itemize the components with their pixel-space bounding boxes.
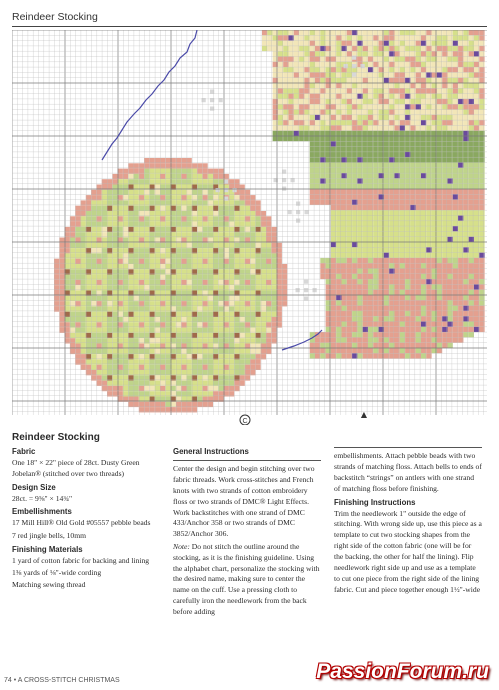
header-rule <box>12 26 487 27</box>
finishing-column <box>334 433 482 597</box>
snowflake-stitch <box>224 196 228 200</box>
snowflake-stitch <box>288 210 292 214</box>
general-instructions-heading: General Instructions <box>173 447 249 456</box>
snowflake-stitch <box>360 64 364 68</box>
finishing-materials-heading: Finishing Materials <box>12 544 83 554</box>
fabric-text: One 18" × 22" piece of 28ct. Dusty Green Jobelan® (stitched over two threads) <box>12 457 140 478</box>
snowflake-stitch <box>210 90 214 94</box>
finishing-instructions-heading: Finishing Instructions <box>334 497 416 507</box>
snowflake-stitch <box>290 178 294 182</box>
design-size-text: 28ct. = 9⅝" × 14¾" <box>12 493 73 503</box>
snowflake-stitch <box>304 210 308 214</box>
snowflake-stitch <box>304 280 308 284</box>
snowflake-stitch <box>352 56 356 60</box>
svg-text:C: C <box>242 418 248 425</box>
snowflake-stitch <box>202 98 206 102</box>
snowflake-stitch <box>210 106 214 110</box>
snowflake-stitch <box>304 288 308 292</box>
snowflake-stitch <box>282 186 286 190</box>
project-title: Reindeer Stocking <box>12 432 100 443</box>
snowflake-stitch <box>344 64 348 68</box>
materials-line: 1⅜ yards of ⅛"-wide cording <box>12 567 102 577</box>
embellishment-instructions-text: embellishments. Attach pebble beads with two strands of matching floss. Attach bells to ends of backstitch “strings” on antlers with one strand of matching floss before finishing. <box>334 451 482 493</box>
general-instructions-text: Center the design and begin stitching over two fabric threads. Work cross-stitches and French knots with two strands of cotton embroidery floss or two strands of DMC® Light Effects. Work backstitches with one strand of DMC 433/Anchor 358 or two strands of DMC 3852/Anchor 306. <box>173 463 315 539</box>
embellishments-line: 17 Mill Hill® Old Gold #05557 pebble beads <box>12 518 151 528</box>
watermark-logo: PassionForum.ru <box>316 660 489 683</box>
snowflake-stitch <box>210 98 214 102</box>
snowflake-stitch <box>216 188 220 192</box>
column-rule <box>334 447 482 448</box>
note-paragraph <box>173 542 321 618</box>
snowflake-stitch <box>352 64 356 68</box>
materials-line: Matching sewing thread <box>12 580 86 590</box>
materials-column <box>12 433 162 593</box>
page-header-title: Reindeer Stocking <box>12 11 98 23</box>
note-text: Do not stitch the outline around the stocking, as it is the finishing guideline. Using the alphabet chart, personalize the stocking with the desired name, making sure to center the name on the cuff. Use a pressing cloth to carefully iron the needlework from the back before adding <box>173 541 320 617</box>
embellishments-line: 7 red jingle bells, 10mm <box>12 530 87 540</box>
materials-line: 1 yard of cotton fabric for backing and lining <box>12 555 150 565</box>
design-size-heading: Design Size <box>12 482 56 492</box>
embellishments-heading: Embellishments <box>12 507 72 517</box>
cross-stitch-chart <box>12 30 487 425</box>
snowflake-stitch <box>352 72 356 76</box>
snowflake-stitch <box>282 178 286 182</box>
page-footer: 74 • A CROSS-STITCH CHRISTMAS <box>4 677 120 684</box>
note-label: Note: <box>173 541 190 551</box>
snowflake-stitch <box>218 98 222 102</box>
column-rule <box>173 460 321 461</box>
snowflake-stitch <box>224 188 228 192</box>
snowflake-stitch <box>296 288 300 292</box>
fabric-heading: Fabric <box>12 446 36 456</box>
svg-text:▲: ▲ <box>360 410 368 419</box>
snowflake-stitch <box>304 296 308 300</box>
snowflake-stitch <box>224 180 228 184</box>
finishing-instructions-text: Trim the needlework 1" outside the edge of stitching. With wrong side up, use this piece as a template to cut two stocking shapes from the right side of the cotton fabric (one will be for the backing, the other for half the lining). Flip needlework right side up and use as a template to cut one piece from the right side of the lining fabric. Cut and piece together enough 1½"-wide <box>334 508 482 594</box>
snowflake-stitch <box>312 288 316 292</box>
instructions-column <box>173 433 321 620</box>
